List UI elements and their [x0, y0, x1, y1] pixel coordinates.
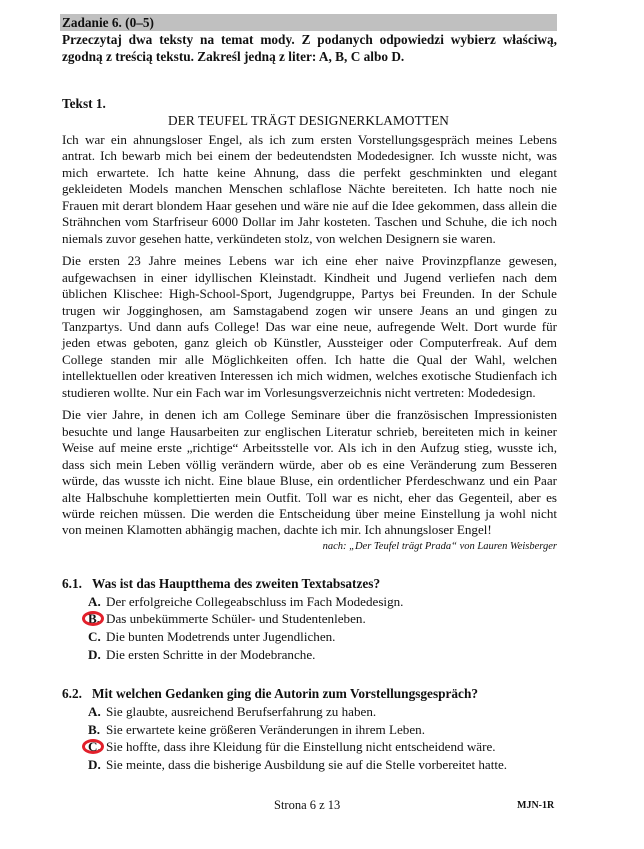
question-number: 6.2.	[62, 686, 82, 702]
paragraph-1: Ich war ein ahnungsloser Engel, als ich zum ersten Vorstellungsgespräch meines Lebens antrat. Ich bewarb mich bei einem der bedeutendsten Modedesigner. Ich wusste nicht, was mich erwartete. Ich hatte keine Ahnung, dass die perfekt geschminkten und elegant gekleideten Models manchen Menschen schlaflose Nächte bereiteten. Ich hatte noch nie Frauen mit derart blondem Haar gesehen und wäre nie auf die Idee gekommen, dass allein die Strähnchen vom Starfriseur 6000 Dollar im Jahr kosteten. Taschen und Schuhe, die ich noch niemals zuvor gesehen hatte, verkündeten stolz, von welchen Designern sie waren.	[62, 132, 557, 246]
option-letter[interactable]: B.	[88, 721, 101, 737]
option-text: Die ersten Schritte in der Modebranche.	[106, 646, 316, 662]
option-text: Sie glaubte, ausreichend Berufserfahrung zu haben.	[106, 704, 377, 720]
question-6-1	[60, 575, 557, 663]
question-number: 6.1.	[62, 575, 82, 591]
option-letter[interactable]: A.	[88, 704, 101, 720]
option-a[interactable]	[88, 593, 557, 611]
question-6-2	[60, 685, 557, 773]
option-text: Die bunten Modetrends unter Jugendlichen.	[106, 629, 336, 645]
option-letter-circled[interactable]: B.	[88, 610, 106, 628]
task-instruction: Przeczytaj dwa teksty na temat mody. Z podanych odpowiedzi wybierz właściwą, zgodną z treścią tekstu. Zakreśl jedną z liter: A, B, C albo D.	[62, 32, 557, 64]
paragraph-2: Die ersten 23 Jahre meines Lebens war ich eine eher naive Provinzpflanze gewesen, aufgewachsen in einer idyllischen Kleinstadt. Kindheit und Jugend verliefen nach dem üblichen Klischee: High-School-Sport, Jugendgruppe, Partys bei Freunden. In der Schule trugen wir Jogginghosen, am Samstagabend zogen wir unsere Jeans an und gingen zu Tanzpartys. Und dann aufs College! Das war eine neue, aufregende Welt. Dort wurde für jeden etwas geboten, ganz gleich ob Künstler, Aussteiger oder Computerfreak. Auf dem College standen mir alle Möglichkeiten offen. Ich hatte die Qual der Wahl, welchen intellektuellen oder kreativen Interessen ich mich widmen, welches exotische Studienfach ich studieren wollte. Nur ein Fach war im Vorlesungsverzeichnis nicht vertreten: Modedesign.	[62, 253, 557, 400]
task-header: Zadanie 6. (0–5)	[60, 14, 557, 31]
option-d[interactable]	[88, 756, 557, 774]
option-b[interactable]	[88, 721, 557, 739]
option-c[interactable]	[88, 738, 557, 756]
option-text: Sie hoffte, dass ihre Kleidung für die Einstellung nicht entscheidend wäre.	[106, 739, 496, 755]
option-b[interactable]	[88, 610, 557, 628]
exam-page	[60, 14, 557, 774]
option-letter[interactable]: D.	[88, 757, 101, 773]
option-text: Das unbekümmerte Schüler- und Studentenleben.	[106, 611, 366, 627]
option-letter[interactable]: D.	[88, 646, 101, 662]
answer-options	[88, 593, 557, 663]
text-title: DER TEUFEL TRÄGT DESIGNERKLAMOTTEN	[167, 113, 450, 128]
answer-options	[88, 703, 557, 773]
source-citation: nach: „Der Teufel trägt Prada“ von Lauren Weisberger	[322, 540, 557, 552]
question-text: Mit welchen Gedanken ging die Autorin zum Vorstellungsgespräch?	[92, 686, 479, 702]
option-text: Sie erwartete keine größeren Veränderungen in ihrem Leben.	[106, 721, 425, 737]
option-text: Sie meinte, dass die bisherige Ausbildung sie auf die Stelle vorbereitet hatte.	[106, 757, 508, 773]
question-title	[60, 575, 557, 592]
option-letter[interactable]: C.	[88, 629, 101, 645]
text-label: Tekst 1.	[62, 96, 106, 111]
option-letter[interactable]: A.	[88, 593, 101, 609]
option-c[interactable]	[88, 628, 557, 646]
option-letter-circled[interactable]: C.	[88, 738, 106, 756]
exam-code: MJN-1R	[517, 800, 555, 811]
option-a[interactable]	[88, 703, 557, 721]
option-d[interactable]	[88, 646, 557, 664]
question-title	[60, 685, 557, 702]
page-number: Strona 6 z 13	[274, 798, 341, 812]
option-text: Der erfolgreiche Collegeabschluss im Fach Modedesign.	[106, 593, 404, 609]
paragraph-3: Die vier Jahre, in denen ich am College Seminare über die französischen Impressionisten besuchte und lange Hausarbeiten zur englischen Literatur schrieb, bereiteten mich in keiner Weise auf meine erste „richtige“ Arbeitsstelle vor. Als ich in den Aufzug stieg, wusste ich, dass sich mein Leben völlig verändern würde, aber ob es eine Veränderung zum Besseren würde, das wusste ich nicht. Eine blaue Bluse, ein ordentlicher Pferdeschwanz und ein Paar alte Halbschuhe komplettierten mein Outfit. Toll war es nicht, eher das Gegenteil, aber es würde reichen müssen. Die werden die Entscheidung über meine Einstellung ja wohl nicht von meinen Klamotten abhängig machen, dachte ich mir. Ich ahnungsloser Engel!	[62, 407, 557, 538]
question-text: Was ist das Hauptthema des zweiten Textabsatzes?	[92, 575, 381, 591]
